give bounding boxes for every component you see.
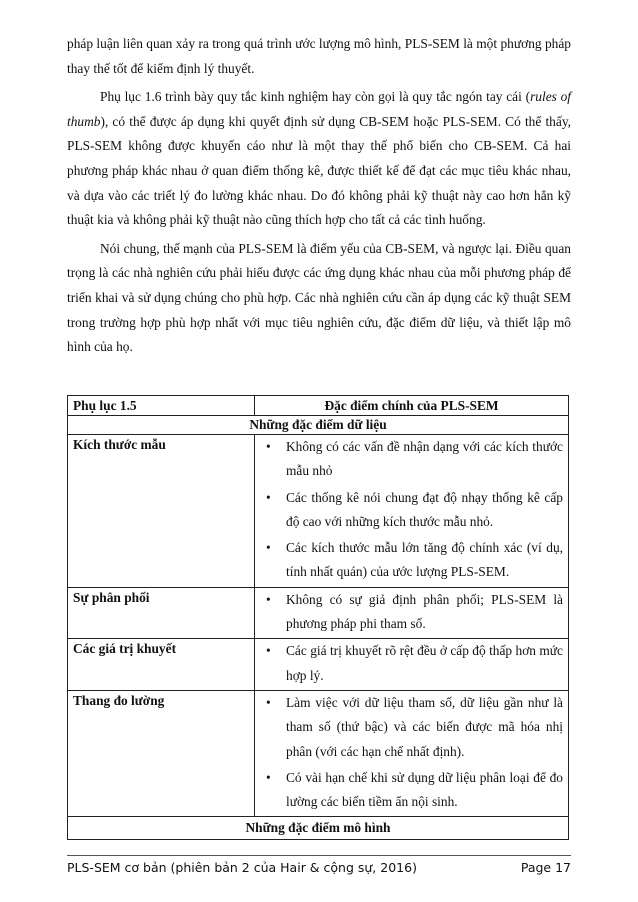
pls-sem-characteristics-table <box>67 395 569 840</box>
row-content <box>255 435 569 588</box>
row-label: Sự phân phối <box>68 587 255 639</box>
table-header-left: Phụ lục 1.5 <box>68 396 255 416</box>
row-content <box>255 690 569 816</box>
bullet-item: • Có vài hạn chế khi sử dụng dữ liệu phân loại để đo lường các biến tiềm ẩn nội sinh. <box>260 766 563 815</box>
row-content <box>255 639 569 691</box>
page-body <box>67 32 571 360</box>
table-section-row <box>68 416 569 435</box>
footer-divider <box>67 855 571 856</box>
row-content <box>255 587 569 639</box>
page-number: Page 17 <box>520 860 571 875</box>
section-data-characteristics: Những đặc điểm dữ liệu <box>68 416 569 435</box>
row-label: Kích thước mẫu <box>68 435 255 588</box>
table-row <box>68 435 569 588</box>
bullet-item: • Các kích thước mẫu lớn tăng độ chính xác (ví dụ, tính nhất quán) của ước lượng PLS-SEM. <box>260 536 563 585</box>
bullet-list <box>260 435 563 585</box>
table-row <box>68 587 569 639</box>
section-model-characteristics: Những đặc điểm mô hình <box>68 817 569 840</box>
table-header-right: Đặc điểm chính của PLS-SEM <box>255 396 569 416</box>
paragraph-strengths: Nói chung, thế mạnh của PLS-SEM là điểm yếu của CB-SEM, và ngược lại. Điều quan trọng là các nhà nghiên cứu phải hiểu được các ứng dụng khác nhau của mỗi phương pháp để triển khai và sử dụng chúng cho phù hợp. Các nhà nghiên cứu cần áp dụng các kỹ thuật SEM trong trường hợp phù hợp nhất với mục tiêu nghiên cứu, đặc điểm dữ liệu, và thiết lập mô hình của họ. <box>67 240 571 355</box>
footer-source: PLS-SEM cơ bản (phiên bản 2 của Hair & cộng sự, 2016) <box>67 860 417 875</box>
bullet-list <box>260 691 563 814</box>
row-label: Thang đo lường <box>68 690 255 816</box>
table-row <box>68 639 569 691</box>
bullet-item: • Không có sự giả định phân phối; PLS-SEM là phương pháp phi tham số. <box>260 588 563 637</box>
bullet-item: • Làm việc với dữ liệu tham số, dữ liệu gần như là tham số (thứ bậc) và các biến được mã hóa nhị phân (với các hạn chế nhất định). <box>260 691 563 764</box>
bullet-list <box>260 639 563 688</box>
bullet-item: • Các giá trị khuyết rõ rệt đều ở cấp độ thấp hơn mức hợp lý. <box>260 639 563 688</box>
bullet-item: • Không có các vấn đề nhận dạng với các kích thước mẫu nhỏ <box>260 435 563 484</box>
table-section-row <box>68 817 569 840</box>
bullet-item: • Các thống kê nói chung đạt độ nhạy thống kê cấp độ cao với những kích thước mẫu nhỏ. <box>260 486 563 535</box>
table-row <box>68 690 569 816</box>
paragraph-text: Phụ lục 1.6 trình bày quy tắc kinh nghiệm hay còn gọi là quy tắc ngón tay cái ( <box>100 89 531 105</box>
table-header-row <box>68 396 569 416</box>
paragraph-rules-of-thumb <box>67 85 571 233</box>
row-label: Các giá trị khuyết <box>68 639 255 691</box>
bullet-list <box>260 588 563 637</box>
italic-term: rules of thumb <box>67 89 572 129</box>
paragraph-text: ), có thể được áp dụng khi quyết định sử dụng CB-SEM hoặc PLS-SEM. Có thể thấy, PLS-SEM không được khuyến cáo như là một thay thế phổ biến cho CB-SEM. Cả hai phương pháp khác nhau ở quan điểm thống kê, được thiết kế để đạt các mục tiêu khác nhau, và dựa vào các triết lý đo lường khác nhau. Do đó không phải kỹ thuật này cao hơn hẳn kỹ thuật kia và không phải kỹ thuật nào cũng thích hợp cho tất cả các tình huống. <box>67 113 571 228</box>
paragraph-continuation: pháp luận liên quan xảy ra trong quá trình ước lượng mô hình, PLS-SEM là một phương pháp thay thế tốt để kiểm định lý thuyết. <box>67 36 571 76</box>
